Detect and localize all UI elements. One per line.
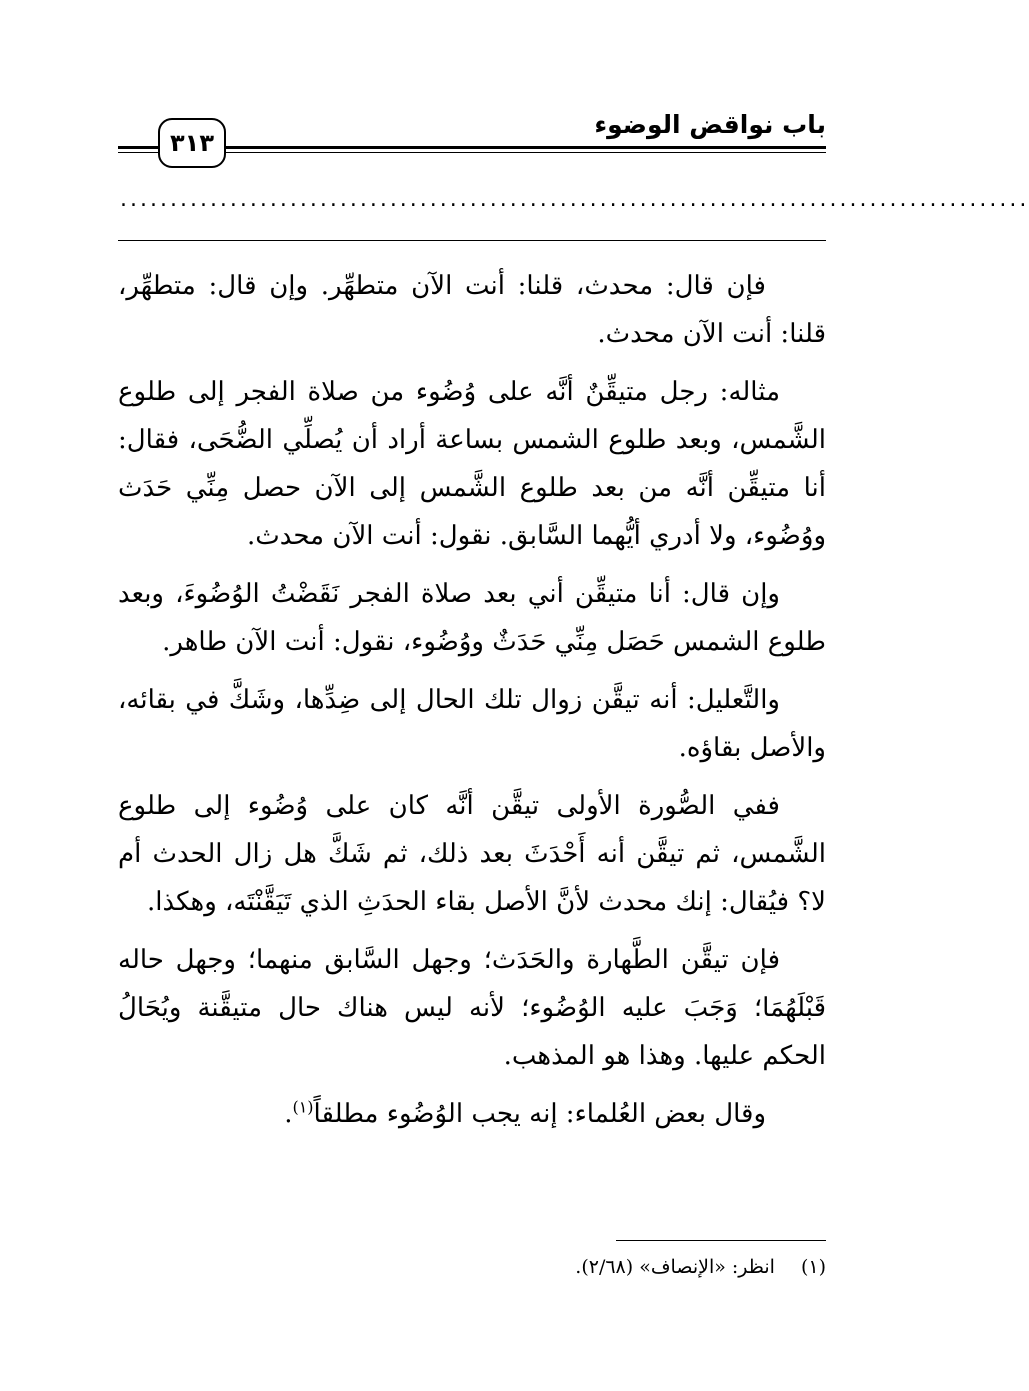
- paragraph-6: فإن تيقَّن الطَّهارة والحَدَث؛ وجهل السَّابق منهما؛ وجهل حاله قَبْلَهُمَا؛ وَجَبَ عليه الوُضُوء؛ لأنه ليس هناك حال متيقَّنة ويُحَالُ الحكم عليها. وهذا هو المذهب.: [118, 945, 826, 1071]
- footnote-text: انظر: «الإنصاف» (٢/٦٨).: [575, 1256, 775, 1278]
- footnote: [126, 1252, 826, 1282]
- running-header: [118, 104, 826, 164]
- paragraph-7: [118, 1090, 826, 1138]
- paragraph-5: ففي الصُّورة الأولى تيقَّن أنَّه كان على وُضُوء إلى طلوع الشَّمس، ثم تيقَّن أنه أَحْدَثَ بعد ذلك، ثم شَكَّ هل زال الحدث أم لا؟ فيُقال: إنك محدث لأنَّ الأصل بقاء الحدَثِ الذي تَيَقَّنْتَه، وهكذا.: [118, 791, 826, 917]
- chapter-title: باب نواقض الوضوء: [594, 110, 826, 139]
- page-number: ٣١٣: [158, 118, 226, 168]
- paragraph-7-text: وقال بعض العُلماء: إنه يجب الوُضُوء مطلقاً: [313, 1099, 766, 1129]
- paragraph-3: وإن قال: أنا متيقِّن أني بعد صلاة الفجر نَقَضْتُ الوُضُوءَ، وبعد طلوع الشمس حَصَل مِنِّي حَدَثٌ ووُضُوء، نقول: أنت الآن طاهر.: [118, 579, 826, 657]
- footnote-rule: [616, 1240, 826, 1241]
- paragraph-7-end: .: [284, 1099, 293, 1129]
- main-text: [118, 262, 826, 1138]
- dotted-separator: ...........................................................................................: [120, 187, 1029, 212]
- paragraph-4: والتَّعليل: أنه تيقَّن زوال تلك الحال إلى ضِدِّها، وشَكَّ في بقائه، والأصل بقاؤه.: [118, 685, 826, 763]
- paragraph-2: مثاله: رجل متيقِّنٌ أنَّه على وُضُوء من صلاة الفجر إلى طلوع الشَّمس، وبعد طلوع الشمس بساعة أراد أن يُصلِّي الضُّحَى، فقال: أنا متيقِّن أنَّه من بعد طلوع الشَّمس إلى الآن حصل مِنِّي حَدَث ووُضُوء، ولا أدري أيُّهما السَّابق. نقول: أنت الآن محدث.: [118, 377, 826, 551]
- text-top-rule: [118, 240, 826, 241]
- paragraph-1: فإن قال: محدث، قلنا: أنت الآن متطهِّر. وإن قال: متطهِّر، قلنا: أنت الآن محدث.: [118, 271, 826, 349]
- footnote-number: (١): [800, 1256, 826, 1278]
- footnote-reference: (١): [292, 1097, 314, 1117]
